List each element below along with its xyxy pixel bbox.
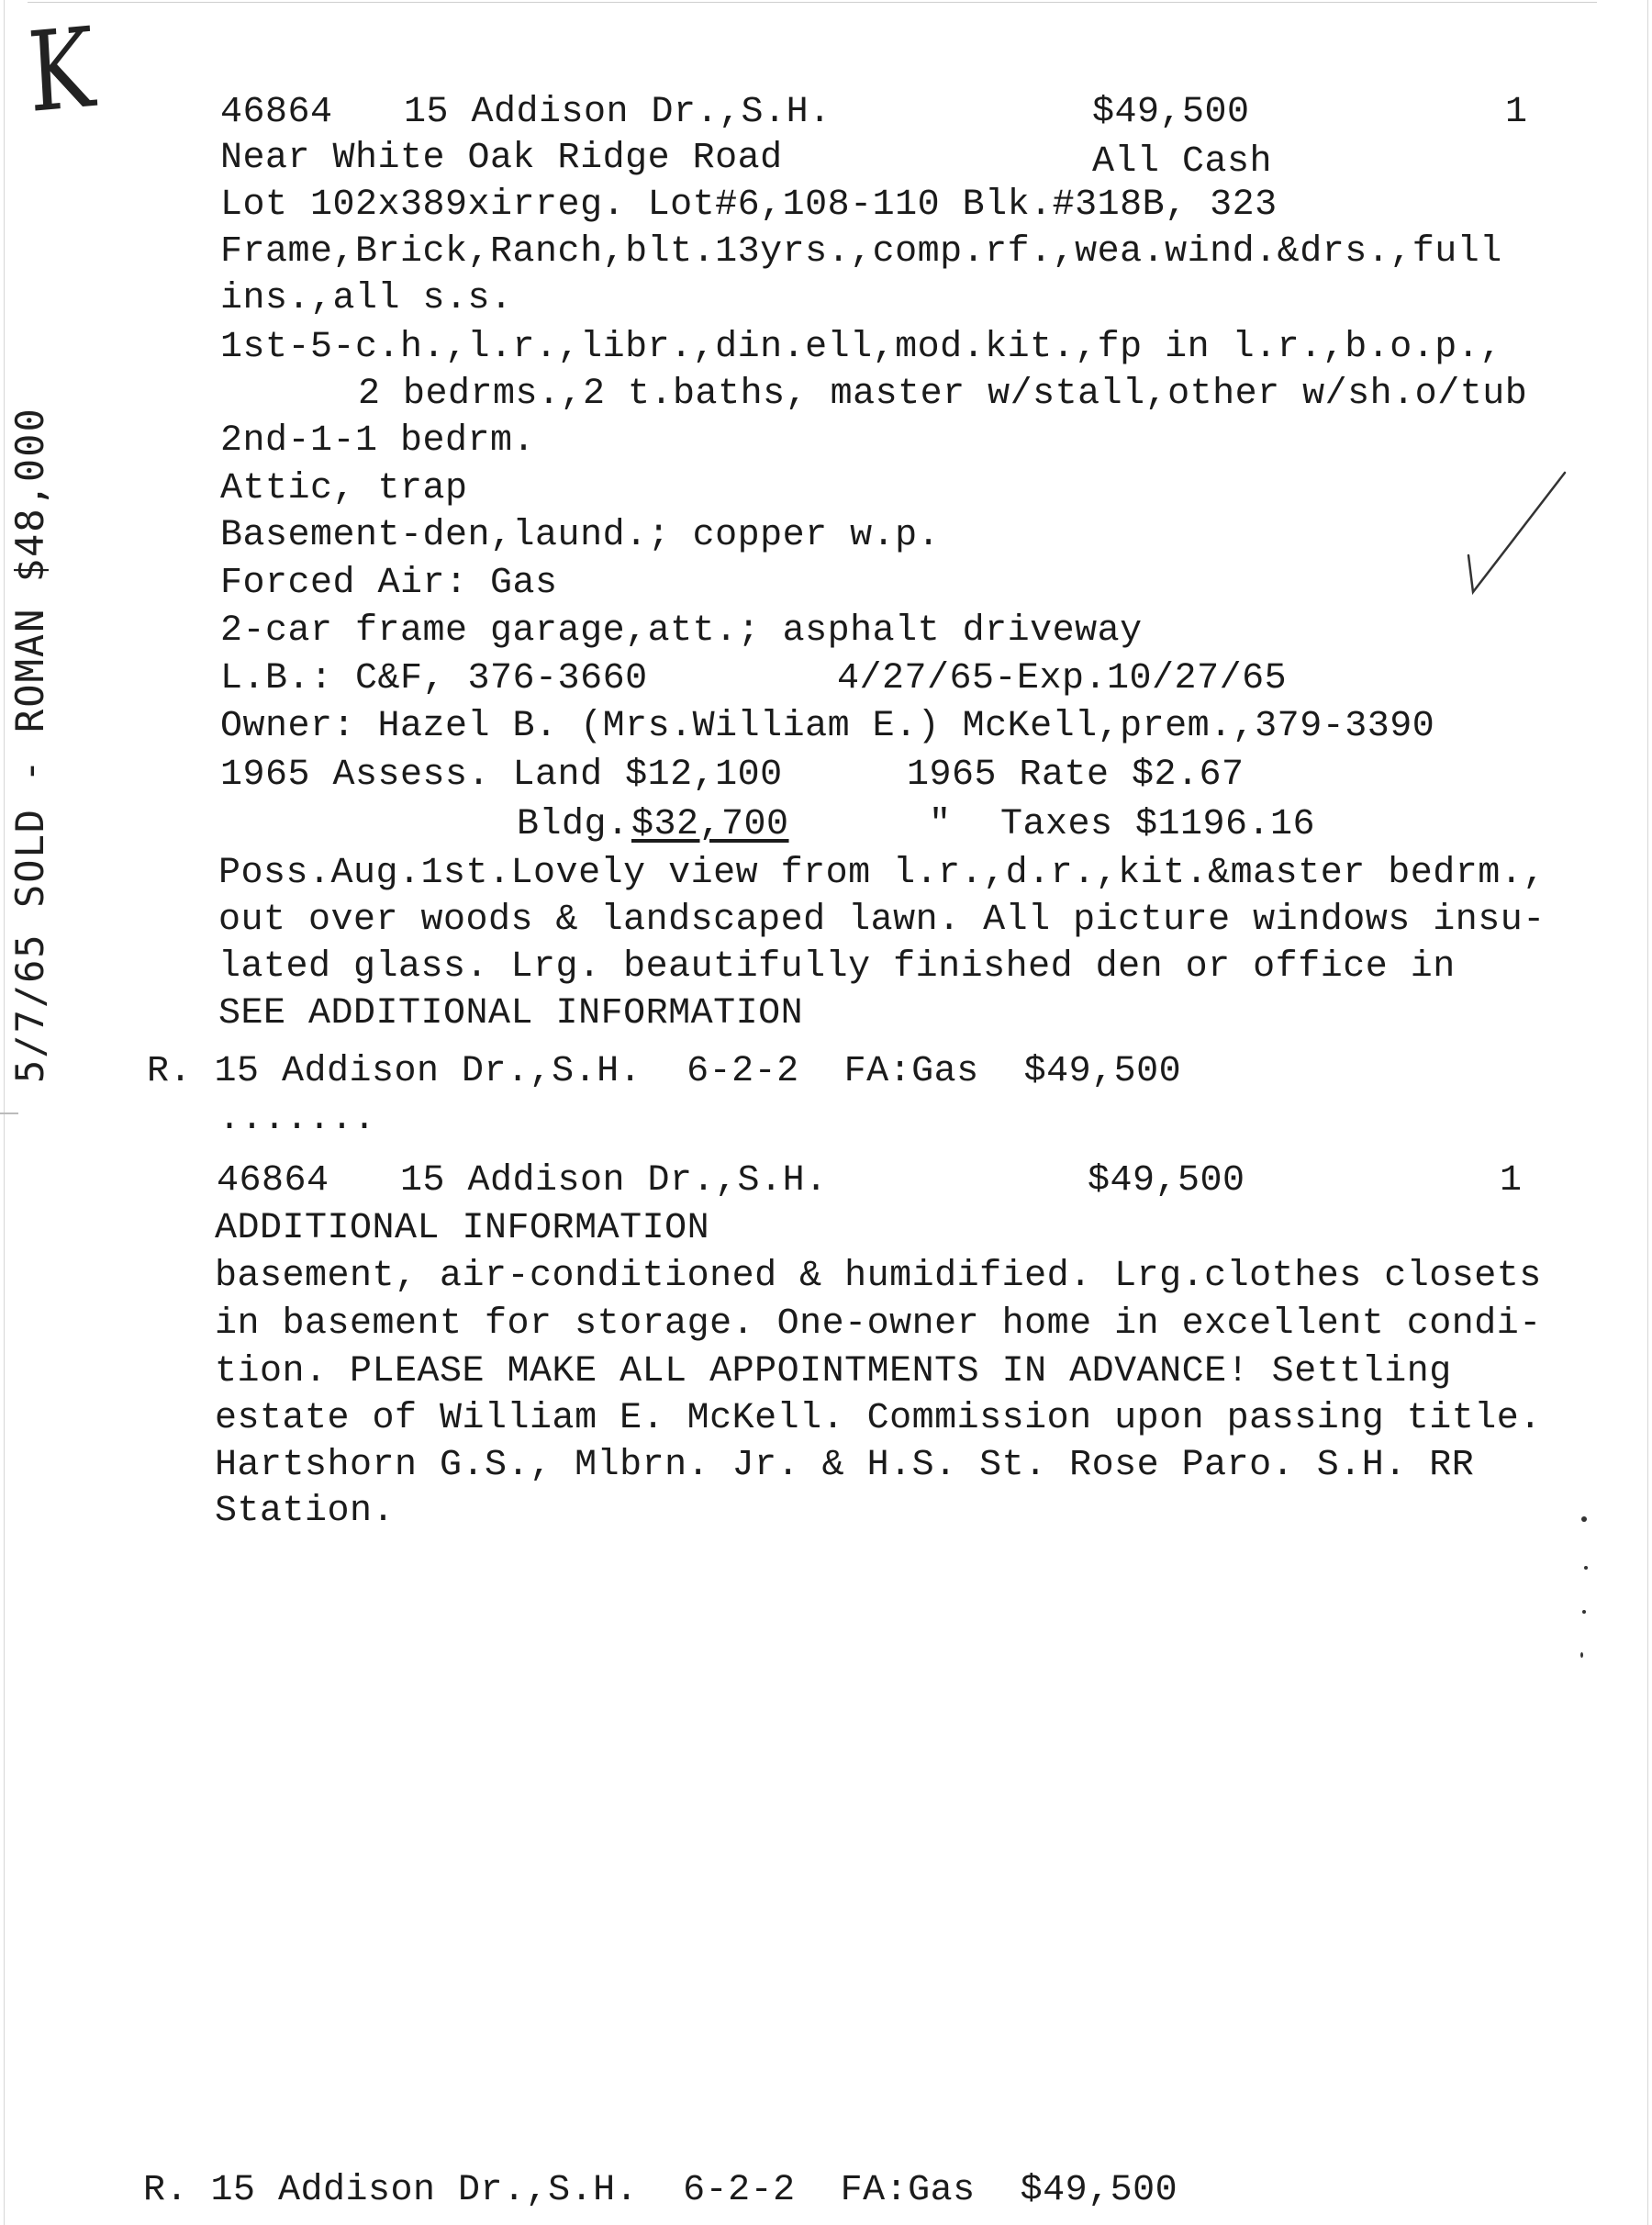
listing-building-value: $32,700 (631, 804, 789, 845)
ink-dot (1584, 1566, 1588, 1570)
ink-dot (1580, 1652, 1583, 1658)
listing-summary-line: R. 15 Addison Dr.,S.H. 6-2-2 FA:Gas $49,500 (147, 1051, 1182, 1092)
listing-attic: Attic, trap (220, 468, 468, 509)
listing-price: $49,500 (1092, 92, 1250, 133)
continuation-text: tion. PLEASE MAKE ALL APPOINTMENTS IN ADVANCE! Settling (215, 1351, 1452, 1392)
listing-assessment: 1965 Assess. Land $12,100 (220, 755, 783, 796)
listing-construction: Frame,Brick,Ranch,blt.13yrs.,comp.rf.,wea.wind.&drs.,full (220, 231, 1502, 273)
listing-first-floor-cont: 2 bedrms.,2 t.baths, master w/stall,other w/sh.o/tub (358, 374, 1528, 415)
separator-dots: ....... (218, 1099, 376, 1140)
listing-owner: Owner: Hazel B. (Mrs.William E.) McKell,prem.,379-3390 (220, 706, 1435, 747)
listing-basement: Basement-den,laund.; copper w.p. (220, 515, 941, 556)
continuation-text: in basement for storage. One-owner home in excellent condi- (215, 1303, 1542, 1345)
listing-address: 15 Addison Dr.,S.H. (404, 92, 832, 133)
top-edge (28, 2, 1597, 3)
listing-building-label: Bldg. (517, 804, 630, 845)
continuation-title: ADDITIONAL INFORMATION (215, 1208, 710, 1249)
continuation-address: 15 Addison Dr.,S.H. (400, 1160, 828, 1202)
listing-remarks: Poss.Aug.1st.Lovely view from l.r.,d.r.,kit.&master bedrm., (218, 853, 1546, 894)
listing-heat: Forced Air: Gas (220, 563, 558, 604)
listing-garage: 2-car frame garage,att.; asphalt driveway (220, 610, 1143, 652)
continuation-text: basement, air-conditioned & humidified. Lrg.clothes closets (215, 1256, 1542, 1297)
listing-broker: L.B.: C&F, 376-3660 (220, 658, 648, 699)
continuation-price: $49,500 (1088, 1160, 1245, 1202)
listing-lot: Lot 102x389xirreg. Lot#6,108-110 Blk.#318B, 323 (220, 184, 1278, 226)
listing-taxes: Taxes $1196.16 (1000, 804, 1316, 845)
sold-stamp: 5/7/65 SOLD - ROMAN $48,000 (7, 407, 52, 1083)
listing-ditto-mark: " (929, 804, 952, 845)
continuation-text: estate of William E. McKell. Commission upon passing title. (215, 1398, 1542, 1439)
ink-dot (1582, 1610, 1586, 1614)
continuation-summary-line: R. 15 Addison Dr.,S.H. 6-2-2 FA:Gas $49,500 (143, 2170, 1178, 2211)
continuation-page: 1 (1500, 1160, 1523, 1202)
see-additional-info: SEE ADDITIONAL INFORMATION (218, 993, 804, 1034)
handwritten-letter: K (25, 5, 98, 138)
listing-page: 1 (1505, 92, 1528, 133)
continuation-text: Station. (215, 1491, 396, 1532)
listing-remarks-cont: out over woods & landscaped lawn. All picture windows insu- (218, 900, 1546, 941)
listing-tax-rate: 1965 Rate $2.67 (907, 755, 1245, 796)
listing-number: 46864 (220, 92, 333, 133)
continuation-text: Hartshorn G.S., Mlbrn. Jr. & H.S. St. Rose Paro. S.H. RR (215, 1445, 1475, 1486)
continuation-number: 46864 (217, 1160, 329, 1202)
listing-construction-cont: ins.,all s.s. (220, 278, 513, 319)
listing-remarks-cont-2: lated glass. Lrg. beautifully finished den or office in (218, 946, 1456, 988)
listing-dates: 4/27/65-Exp.10/27/65 (837, 658, 1288, 699)
check-mark-icon (1459, 468, 1569, 606)
listing-near: Near White Oak Ridge Road (220, 138, 783, 179)
ink-dot (1581, 1516, 1587, 1522)
listing-second-floor: 2nd-1-1 bedrm. (220, 420, 536, 462)
listing-first-floor: 1st-5-c.h.,l.r.,libr.,din.ell,mod.kit.,fp in l.r.,b.o.p., (220, 327, 1502, 368)
perforation-mark (0, 1112, 18, 1114)
listing-terms: All Cash (1092, 141, 1273, 183)
